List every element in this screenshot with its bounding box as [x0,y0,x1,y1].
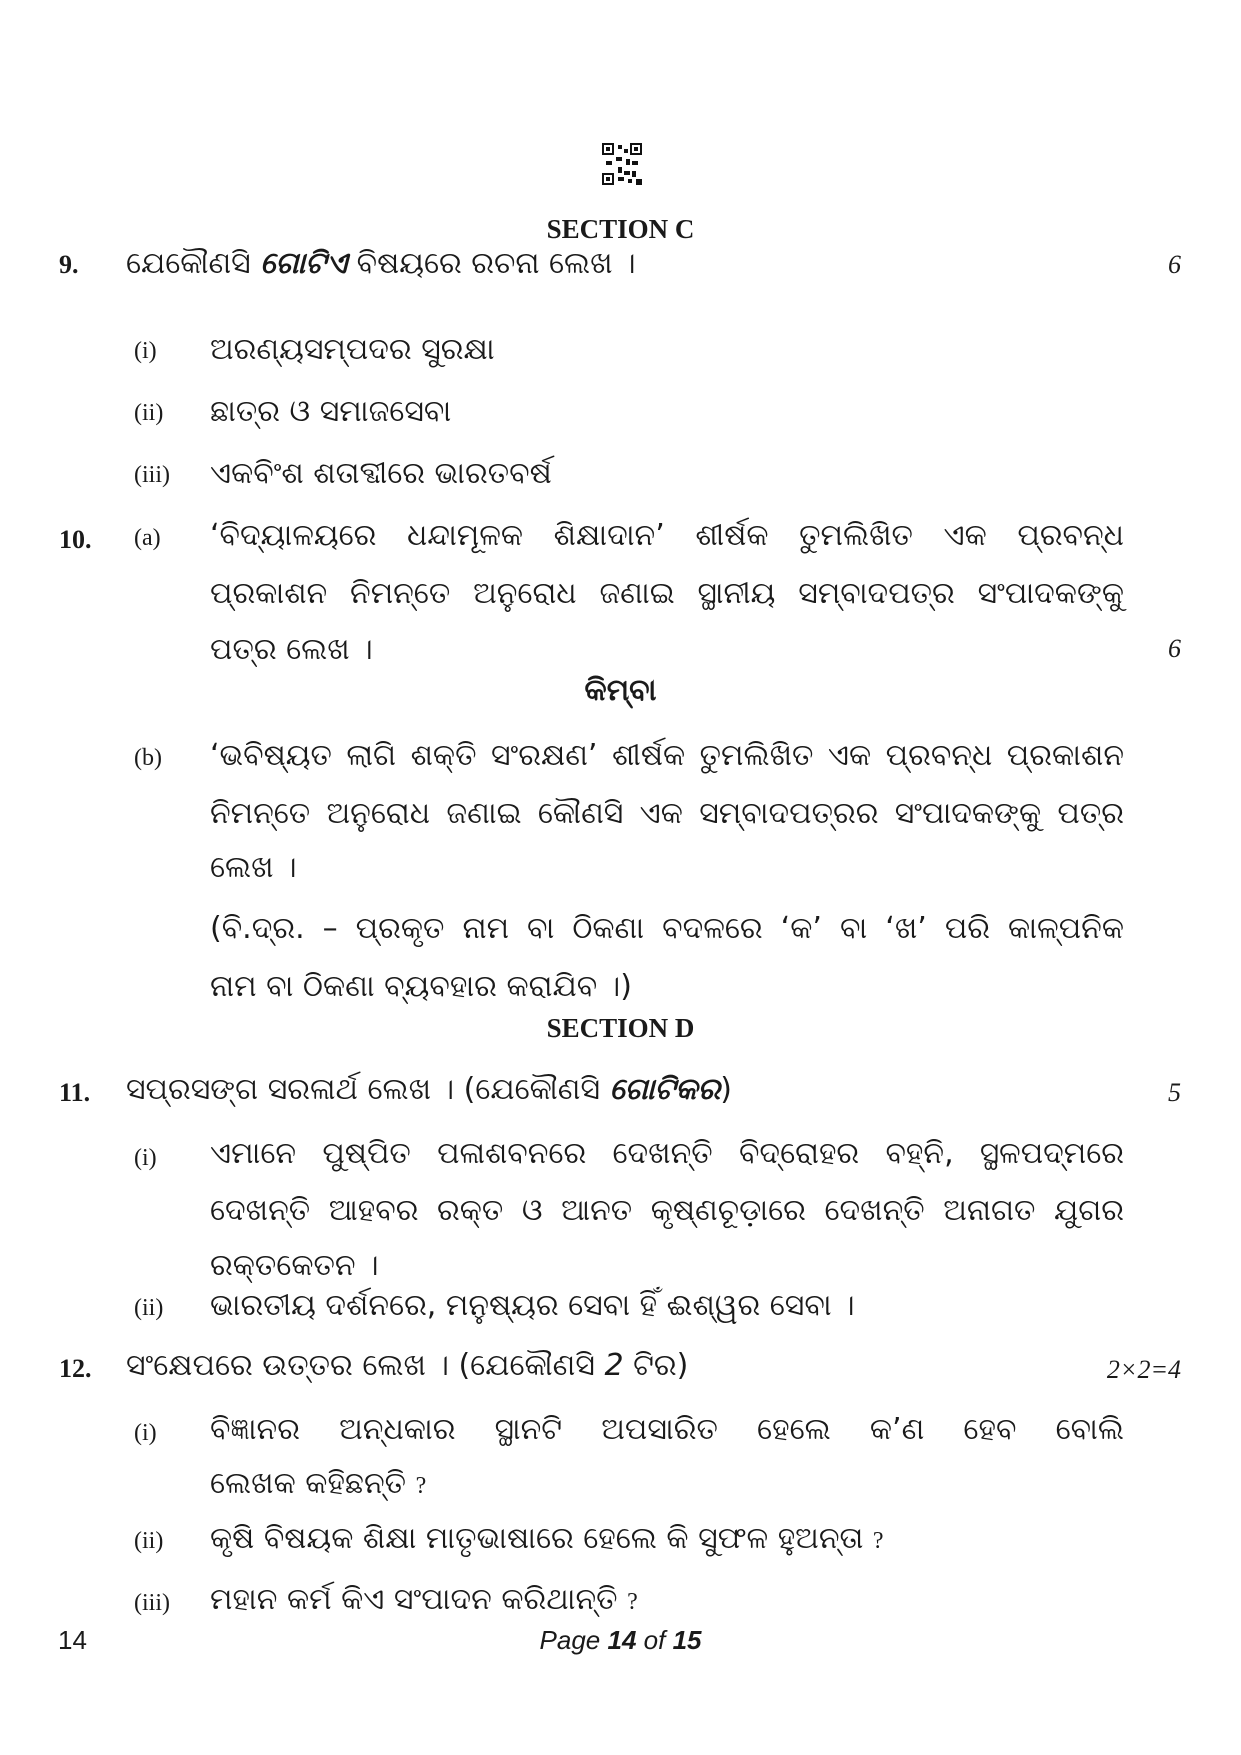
sub-question-text-part: ଲେଖକ କହିଛନ୍ତି [210,1466,407,1501]
sub-question-text: ବିଜ୍ଞାନର ଅନ୍ଧକାର ସ୍ଥାନଟି ଅପସାରିତ ହେଲେ କ’ଣ ହେବ ବୋଲି [210,1412,1124,1447]
sub-question-text: ପ୍ରକାଶନ ନିମନ୍ତେ ଅନୁରୋଧ ଜଣାଇ ସ୍ଥାନୀୟ ସମ୍ବାଦପତ୍ର ସଂପାଦକଙ୍କୁ [210,576,1124,611]
footer-of-word: of [643,1625,666,1655]
question-marks: 6 [1168,250,1181,279]
footer-total-pages: 15 [672,1625,702,1655]
sub-label: (i) [134,338,157,364]
question-text: ଯେକୌଣସି [126,246,251,281]
footer-page-word: Page [539,1625,601,1655]
question-text: ସପ୍ରସଙ୍ଗ ସରଳାର୍ଥ ଲେଖ । (ଯେକୌଣସି [126,1072,601,1107]
sub-label: (i) [134,1420,157,1446]
footer-current-page: 14 [607,1625,637,1655]
question-text: ବିଷୟରେ ରଚନା ଲେଖ । [356,246,636,281]
sub-question-text-part: କୃଷି ବିଷୟକ ଶିକ୍ଷା ମାତୃଭାଷାରେ ହେଲେ କି ସୁଫଳ ହୁଅନ୍ତା [210,1521,864,1556]
note-text: (ବି.ଦ୍ର. – ପ୍ରକୃତ ନାମ ବା ଠିକଣା ବଦଳରେ ‘କ’ ବା ‘ଖ’ ପରି କାଳ୍ପନିକ [210,911,1124,946]
qr-code-icon [602,143,642,185]
or-separator: କିମ୍ବା [584,673,657,708]
question-text: ) [720,1072,732,1107]
question-mark: ? [627,1589,638,1615]
sub-question-text: ଦେଖନ୍ତି ଆହବର ରକ୍ତ ଓ ଆନତ କୃଷ୍ଣଚୂଡ଼ାରେ ଦେଖନ୍ତି ଅନାଗତ ଯୁଗର [210,1193,1124,1228]
sub-label: (iii) [134,462,170,488]
sub-question-text-part: ମହାନ କର୍ମ କିଏ ସଂପାଦନ କରିଥାନ୍ତି [210,1582,618,1617]
question-number-inline: 2 [604,1348,624,1383]
sub-question-text: ଭାରତୀୟ ଦର୍ଶନରେ, ମନୁଷ୍ୟର ସେବା ହିଁ ଈଶ୍ୱର ସେବା । [210,1288,855,1323]
sub-question-text: ‘ବିଦ୍ୟାଳୟରେ ଧନ୍ଦାମୂଳକ ଶିକ୍ଷାଦାନ’ ଶୀର୍ଷକ ତୁମଲିଖିତ ଏକ ପ୍ରବନ୍ଧ [210,518,1124,553]
sub-question-text: ଏମାନେ ପୁଷ୍ପିତ ପଳାଶବନରେ ଦେଖନ୍ତି ବିଦ୍ରୋହର ବହ୍ନି, ସ୍ଥଳପଦ୍ମରେ [210,1136,1124,1171]
page-code: 14 [58,1625,87,1655]
sub-label: (b) [134,745,162,771]
sub-question-text: ରକ୍ତକେତନ । [210,1248,379,1283]
question-emphasis: ଗୋଟିଏ [260,246,348,281]
question-marks: 5 [1168,1078,1181,1107]
question-number: 11. [59,1078,91,1107]
question-number: 9. [59,250,79,279]
section-d-heading: SECTION D [546,1013,695,1043]
sub-question-text: ଲେଖ । [210,850,297,885]
sub-question-text: ପତ୍ର ଲେଖ । [210,632,373,667]
sub-label: (a) [134,525,161,551]
section-c-heading: SECTION C [546,214,695,244]
question-mark: ? [872,1528,884,1554]
note-text: ନାମ ବା ଠିକଣା ବ୍ୟବହାର କରାଯିବ ।) [210,969,632,1004]
sub-question-text: ଏକବିଂଶ ଶତାବ୍ଦୀରେ ଭାରତବର୍ଷ [210,456,552,491]
question-text: ଟିର) [633,1348,689,1383]
question-9-text [126,240,1040,288]
sub-question-text [210,1515,1124,1565]
sub-question-text [210,1460,1124,1510]
sub-question-text: ଛାତ୍ର ଓ ସମାଜସେବା [210,394,452,429]
question-text: ସଂକ୍ଷେପରେ ଉତ୍ତର ଲେଖ । (ଯେକୌଣସି [126,1348,595,1383]
sub-label: (ii) [134,1295,164,1321]
question-marks: 6 [1168,634,1181,663]
sub-label: (iii) [134,1590,170,1616]
sub-question-text: ଅରଣ୍ୟସମ୍ପଦର ସୁରକ୍ଷା [210,332,495,367]
sub-question-text [210,1576,1124,1626]
sub-label: (ii) [134,400,164,426]
question-12-text [126,1342,1040,1390]
question-11-text [126,1066,1040,1114]
question-mark: ? [415,1473,427,1499]
question-marks: 2×2=4 [1106,1355,1181,1384]
question-number: 12. [59,1354,92,1383]
sub-question-text: ନିମନ୍ତେ ଅନୁରୋଧ ଜଣାଇ କୌଣସି ଏକ ସମ୍ବାଦପତ୍ରର ସଂପାଦକଙ୍କୁ ପତ୍ର [210,796,1124,831]
sub-question-text: ‘ଭବିଷ୍ୟତ ଲାଗି ଶକ୍ତି ସଂରକ୍ଷଣ’ ଶୀର୍ଷକ ତୁମଲିଖିତ ଏକ ପ୍ରବନ୍ଧ ପ୍ରକାଶନ [210,738,1124,773]
sub-label: (i) [134,1145,157,1171]
sub-label: (ii) [134,1528,164,1554]
page-footer [0,1625,1241,1656]
question-number: 10. [59,525,92,554]
question-emphasis: ଗୋଟିକର [609,1072,721,1107]
